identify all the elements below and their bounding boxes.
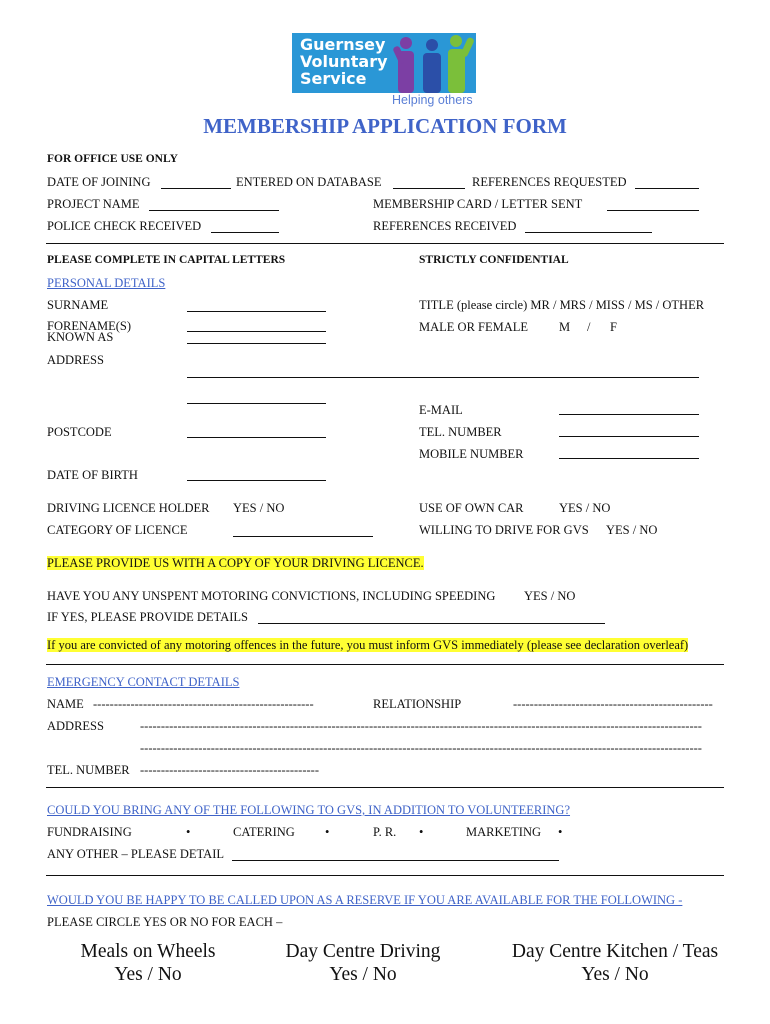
licence-copy-notice xyxy=(47,556,424,571)
email-label: E-MAIL xyxy=(419,403,463,417)
reserve-heading: WOULD YOU BE HAPPY TO BE CALLED UPON AS A RESERVE IF YOU ARE AVAILABLE FOR THE FOLLOWING - xyxy=(47,893,683,907)
emergency-address-line-2[interactable]: --------------------------------------------------------------------------------------------------------------------------------------- xyxy=(140,741,702,755)
driving-licence-label: DRIVING LICENCE HOLDER xyxy=(47,501,210,515)
membership-card-label: MEMBERSHIP CARD / LETTER SENT xyxy=(373,197,583,211)
own-car-yes-no[interactable]: YES / NO xyxy=(559,501,611,515)
emergency-contact-heading: EMERGENCY CONTACT DETAILS xyxy=(47,675,240,689)
section-divider xyxy=(46,664,724,665)
catering-bullet[interactable]: • xyxy=(325,825,330,839)
gender-option-m[interactable]: M xyxy=(559,320,571,334)
references-requested-label: REFERENCES REQUESTED xyxy=(472,175,627,189)
office-use-heading: FOR OFFICE USE ONLY xyxy=(47,153,178,165)
section-divider xyxy=(46,787,724,788)
licence-category-field[interactable] xyxy=(233,536,373,537)
emergency-tel-label: TEL. NUMBER xyxy=(47,763,130,777)
emergency-name-field[interactable]: ----------------------------------------------------- xyxy=(93,697,314,711)
gender-separator: / xyxy=(587,320,591,334)
pr-label: P. R. xyxy=(373,825,397,839)
fundraising-bullet[interactable]: • xyxy=(186,825,191,839)
licence-copy-notice-text: PLEASE PROVIDE US WITH A COPY OF YOUR DRIVING LICENCE. xyxy=(47,556,424,570)
willing-to-drive-label: WILLING TO DRIVE FOR GVS xyxy=(419,523,589,537)
reserve-option-yes-no[interactable]: Yes / No xyxy=(329,964,397,985)
logo-line-1: Guernsey xyxy=(300,35,386,54)
fundraising-label: FUNDRAISING xyxy=(47,825,132,839)
mobile-number-field[interactable] xyxy=(559,458,699,459)
entered-on-database-label: ENTERED ON DATABASE xyxy=(236,175,382,189)
reserve-option-yes-no[interactable]: Yes / No xyxy=(114,964,182,985)
future-offences-notice xyxy=(47,638,688,653)
logo-line-3: Service xyxy=(300,69,367,88)
reserve-option-label: Day Centre Driving xyxy=(285,941,441,962)
any-other-field[interactable] xyxy=(232,860,559,861)
catering-label: CATERING xyxy=(233,825,295,839)
address-line-1[interactable] xyxy=(187,377,699,378)
dob-field[interactable] xyxy=(187,480,326,481)
tel-number-field[interactable] xyxy=(559,436,699,437)
relationship-label: RELATIONSHIP xyxy=(373,697,462,711)
figure-purple xyxy=(392,37,414,93)
email-field[interactable] xyxy=(559,414,699,415)
conviction-details-field[interactable] xyxy=(258,623,605,624)
date-of-joining-label: DATE OF JOINING xyxy=(47,175,151,189)
logo-wordmark xyxy=(300,36,388,87)
any-other-label: ANY OTHER – PLEASE DETAIL xyxy=(47,847,224,861)
section-divider xyxy=(46,243,724,244)
contributions-heading: COULD YOU BRING ANY OF THE FOLLOWING TO GVS, IN ADDITION TO VOLUNTEERING? xyxy=(47,803,571,817)
reserve-option-label: Day Centre Kitchen / Teas xyxy=(511,941,719,962)
figure-blue xyxy=(423,39,441,93)
known-as-field[interactable] xyxy=(187,343,326,344)
emergency-address-line-1[interactable]: --------------------------------------------------------------------------------------------------------------------------------------- xyxy=(140,719,702,733)
gender-option-f[interactable]: F xyxy=(610,320,617,334)
references-received-field[interactable] xyxy=(525,232,652,233)
relationship-field[interactable]: ------------------------------------------------ xyxy=(513,697,713,711)
logo-tagline: Helping others xyxy=(392,93,473,107)
reserve-option-day-centre-kitchen xyxy=(495,940,735,986)
emergency-tel-field[interactable]: ------------------------------------------- xyxy=(140,763,319,777)
surname-label: SURNAME xyxy=(47,298,109,312)
people-figures-icon xyxy=(392,33,476,93)
reserve-option-meals-on-wheels xyxy=(58,940,238,986)
future-offences-notice-text: If you are convicted of any motoring offences in the future, you must inform GVS immediately (please see declaration overleaf) xyxy=(47,638,689,652)
project-name-label: PROJECT NAME xyxy=(47,197,140,211)
driving-licence-yes-no[interactable]: YES / NO xyxy=(233,501,285,515)
section-divider xyxy=(46,875,724,876)
conviction-details-label: IF YES, PLEASE PROVIDE DETAILS xyxy=(47,610,248,624)
reserve-option-yes-no[interactable]: Yes / No xyxy=(581,964,649,985)
circle-instruction: PLEASE CIRCLE YES OR NO FOR EACH – xyxy=(47,915,283,929)
convictions-question: HAVE YOU ANY UNSPENT MOTORING CONVICTIONS, INCLUDING SPEEDING xyxy=(47,589,496,603)
confidential-notice: STRICTLY CONFIDENTIAL xyxy=(419,254,569,266)
tel-number-label: TEL. NUMBER xyxy=(419,425,502,439)
marketing-label: MARKETING xyxy=(466,825,541,839)
licence-category-label: CATEGORY OF LICENCE xyxy=(47,523,188,537)
convictions-yes-no[interactable]: YES / NO xyxy=(524,589,576,603)
pr-bullet[interactable]: • xyxy=(419,825,424,839)
logo-line-2: Voluntary xyxy=(300,52,388,71)
police-check-label: POLICE CHECK RECEIVED xyxy=(47,219,202,233)
own-car-label: USE OF OWN CAR xyxy=(419,501,524,515)
gender-label: MALE OR FEMALE xyxy=(419,320,529,334)
date-of-joining-field[interactable] xyxy=(161,188,231,189)
personal-details-heading: PERSONAL DETAILS xyxy=(47,276,166,290)
membership-card-field[interactable] xyxy=(607,210,699,211)
forenames-label: FORENAME(S) xyxy=(47,319,132,333)
known-as-label: KNOWN AS xyxy=(47,330,114,344)
reserve-option-day-centre-driving xyxy=(263,940,463,986)
capitals-instruction: PLEASE COMPLETE IN CAPITAL LETTERS xyxy=(47,254,286,266)
mobile-number-label: MOBILE NUMBER xyxy=(419,447,524,461)
references-received-label: REFERENCES RECEIVED xyxy=(373,219,517,233)
police-check-field[interactable] xyxy=(211,232,279,233)
address-label: ADDRESS xyxy=(47,353,104,367)
willing-to-drive-yes-no[interactable]: YES / NO xyxy=(606,523,658,537)
dob-label: DATE OF BIRTH xyxy=(47,468,138,482)
form-title: MEMBERSHIP APPLICATION FORM xyxy=(203,114,567,138)
emergency-address-label: ADDRESS xyxy=(47,719,104,733)
references-requested-field[interactable] xyxy=(635,188,699,189)
entered-on-database-field[interactable] xyxy=(393,188,465,189)
emergency-name-label: NAME xyxy=(47,697,84,711)
forenames-field[interactable] xyxy=(187,331,326,332)
title-label: TITLE (please circle) MR / MRS / MISS / MS / OTHER xyxy=(419,298,705,312)
address-line-2[interactable] xyxy=(187,403,326,404)
postcode-label: POSTCODE xyxy=(47,425,112,439)
reserve-option-label: Meals on Wheels xyxy=(80,941,216,962)
marketing-bullet[interactable]: • xyxy=(558,825,563,839)
surname-field[interactable] xyxy=(187,311,326,312)
figure-green xyxy=(448,35,475,93)
project-name-field[interactable] xyxy=(149,210,279,211)
postcode-field[interactable] xyxy=(187,437,326,438)
